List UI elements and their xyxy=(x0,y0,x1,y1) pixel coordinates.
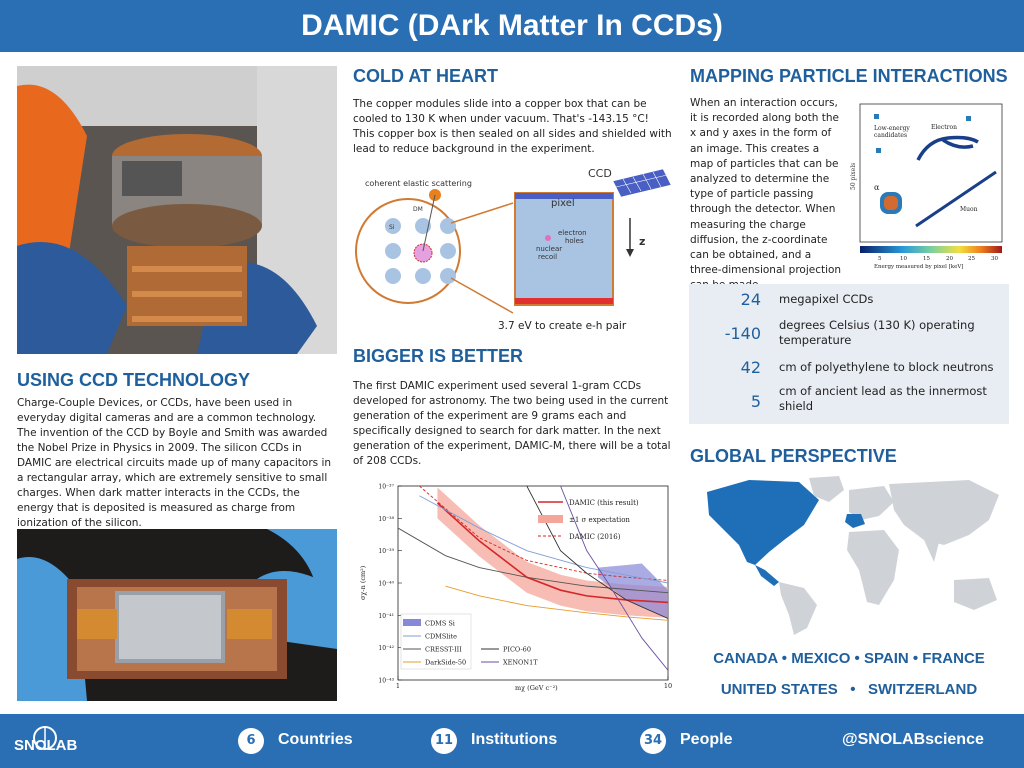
low-energy-dot-3 xyxy=(966,116,971,121)
detector-photo xyxy=(17,66,337,354)
legend-label: XENON1T xyxy=(503,658,538,667)
nuclear-label: nuclear xyxy=(536,245,563,253)
pixel-label: pixel xyxy=(551,198,575,209)
dm-label: DM xyxy=(413,206,423,213)
track-muon: Muon xyxy=(960,206,978,213)
ccd-photo-art xyxy=(17,529,337,701)
countries-count-label: Countries xyxy=(278,731,353,748)
poster-header xyxy=(0,0,1024,52)
detector-photo-art xyxy=(17,66,337,354)
z-label: z xyxy=(639,235,646,248)
legend-label: DAMIC (this result) xyxy=(569,499,639,507)
track-candidates: candidates xyxy=(874,132,908,139)
chart-ylabel: σχ-n (cm²) xyxy=(359,565,367,600)
colorbar-label: Energy measured by pixel [keV] xyxy=(874,264,964,270)
track-pixels-label: 50 pixels xyxy=(850,162,857,190)
cold-heading: COLD AT HEART xyxy=(353,66,498,86)
snolab-logo-text: SNOLAB xyxy=(14,737,78,754)
colorbar-tick: 5 xyxy=(878,256,882,262)
map-india xyxy=(924,540,939,562)
ccd-heading: USING CCD TECHNOLOGY xyxy=(17,370,251,390)
legend-label: PICO-60 xyxy=(503,645,531,654)
stat-value: 5 xyxy=(750,392,761,411)
stat-value: -140 xyxy=(724,324,761,343)
mapping-text: When an interaction occurs, it is recorded along both the x and y axes in the form of an image. This creates a map of particles that can be analyzed to determine the type of particle passing through the detector. When measuring the charge diffusion, the z-coordinate can be obtained, and a three-dimensional projection xyxy=(690,97,842,277)
map-asia xyxy=(889,480,999,545)
ccd-photo xyxy=(17,529,337,701)
stat-label: cm of polyethylene to block neutrons xyxy=(779,360,994,374)
track-image xyxy=(848,100,1008,272)
countries-line-2: UNITED STATES • SWITZERLAND xyxy=(720,681,978,698)
colorbar-tick: 20 xyxy=(946,256,953,262)
y-tick-label: 10⁻³⁹ xyxy=(378,548,394,556)
legend-label: DAMIC (2016) xyxy=(569,533,621,541)
mapping-heading: MAPPING PARTICLE INTERACTIONS xyxy=(690,66,1008,86)
ccd-grid xyxy=(613,169,671,197)
stat-value: 24 xyxy=(740,290,761,309)
track-low-energy: Low-energy xyxy=(874,125,910,132)
legend-swatch xyxy=(403,619,421,626)
map-africa xyxy=(847,530,899,605)
global-heading: GLOBAL PERSPECTIVE xyxy=(690,446,897,466)
ccd-diagram xyxy=(353,163,673,333)
legend-label: CRESST-III xyxy=(425,645,462,654)
scatter-label: coherent elastic scattering xyxy=(365,179,472,188)
colorbar-ticks xyxy=(878,256,998,262)
diagram-caption: 3.7 eV to create e-h pair xyxy=(498,320,627,332)
colorbar-tick: 15 xyxy=(923,256,930,262)
electron-label: electron xyxy=(558,229,587,237)
y-tick-label: 10⁻⁴¹ xyxy=(378,612,394,620)
recoil-label: recoil xyxy=(538,253,558,261)
x-tick-label: 1 xyxy=(395,682,401,690)
recoil-atom xyxy=(414,244,432,262)
track-alpha: α xyxy=(874,183,880,192)
legend-label: ±1 σ expectation xyxy=(569,516,630,524)
cold-text: The copper modules slide into a copper box that can be cooled to 130 K when under vacuum. That's -143.15 °C! This copper box is then sealed on all sides and shielded with lead to reduce background in the experiment. xyxy=(353,98,672,155)
exclusion-chart xyxy=(353,480,673,692)
alpha-core xyxy=(884,196,898,210)
institutions-count-badge: 11 xyxy=(431,728,457,754)
legend-label: DarkSide-50 xyxy=(425,658,467,667)
stat-value: 42 xyxy=(740,358,761,377)
ccd-text: Charge-Couple Devices, or CCDs, have been used in everyday digital cameras and are a common technology. The invention of the CCD by Boyle and Smith was awarded the Nobel Prize in Physics in 2009. The silicon CCDs in DAMIC are electrical circuits made up of many capacitors in a rectangular array, which are extremely sensitive to small charges. When dark matter interacts in the CCDs, the energy that is deposited is measured as charge from ionization of the silicon. xyxy=(17,397,332,529)
map-australia xyxy=(954,578,997,610)
pixel-box xyxy=(515,193,613,305)
x-tick-label: 10 xyxy=(663,682,673,690)
legend-label: CDMS Si xyxy=(425,619,455,628)
map-north-america xyxy=(707,480,819,565)
si-label: Si xyxy=(389,224,395,231)
holes-label: holes xyxy=(565,237,584,245)
social-handle: @SNOLABscience xyxy=(842,731,984,748)
y-tick-label: 10⁻³⁷ xyxy=(378,483,394,491)
z-arrow xyxy=(626,249,634,257)
bigger-heading: BIGGER IS BETTER xyxy=(353,346,524,366)
y-tick-label: 10⁻⁴³ xyxy=(378,677,394,685)
stat-label: degrees Celsius (130 K) operating temperature xyxy=(779,318,975,347)
countries-line-1: CANADA • MEXICO • SPAIN • FRANCE xyxy=(713,650,985,667)
y-tick-label: 10⁻⁴⁰ xyxy=(378,580,394,588)
low-energy-dot-1 xyxy=(874,114,879,119)
legend-label: CDMSlite xyxy=(425,632,457,641)
y-tick-label: 10⁻⁴² xyxy=(378,645,394,653)
chart-xlabel: mχ (GeV c⁻²) xyxy=(515,684,558,692)
y-tick-label: 10⁻³⁸ xyxy=(378,515,394,523)
low-energy-dot-2 xyxy=(876,148,881,153)
colorbar-tick: 10 xyxy=(900,256,907,262)
bigger-text: The first DAMIC experiment used several 1-gram CCDs developed for astronomy. The two being used in the current generation of the experiment are 9 grams each and specifically designed to search for dark matter. In the next generation of the experiment, DAMIC-M, there will be a total of 208 CCDs. xyxy=(353,380,671,467)
map-central-america xyxy=(755,565,779,586)
people-count-label: People xyxy=(680,731,733,748)
recoil-marker xyxy=(545,235,551,241)
stat-label: cm of ancient lead as the innermost shield xyxy=(779,384,987,413)
stat-label: megapixel CCDs xyxy=(779,292,874,306)
people-count-badge: 34 xyxy=(640,728,666,754)
colorbar-tick: 30 xyxy=(991,256,998,262)
ccd-label: CCD xyxy=(588,167,612,180)
colorbar xyxy=(860,246,1002,253)
colorbar-tick: 25 xyxy=(968,256,975,262)
legend-swatch xyxy=(538,515,563,523)
pixel-bottom xyxy=(515,298,613,304)
track-electron: Electron xyxy=(931,124,957,131)
countries-count-badge: 6 xyxy=(238,728,264,754)
poster-title: DAMIC (DArk Matter In CCDs) xyxy=(301,9,723,42)
map-south-america xyxy=(779,582,817,635)
institutions-count-label: Institutions xyxy=(471,731,558,748)
world-map xyxy=(689,470,1009,635)
stats-box xyxy=(689,284,1009,424)
